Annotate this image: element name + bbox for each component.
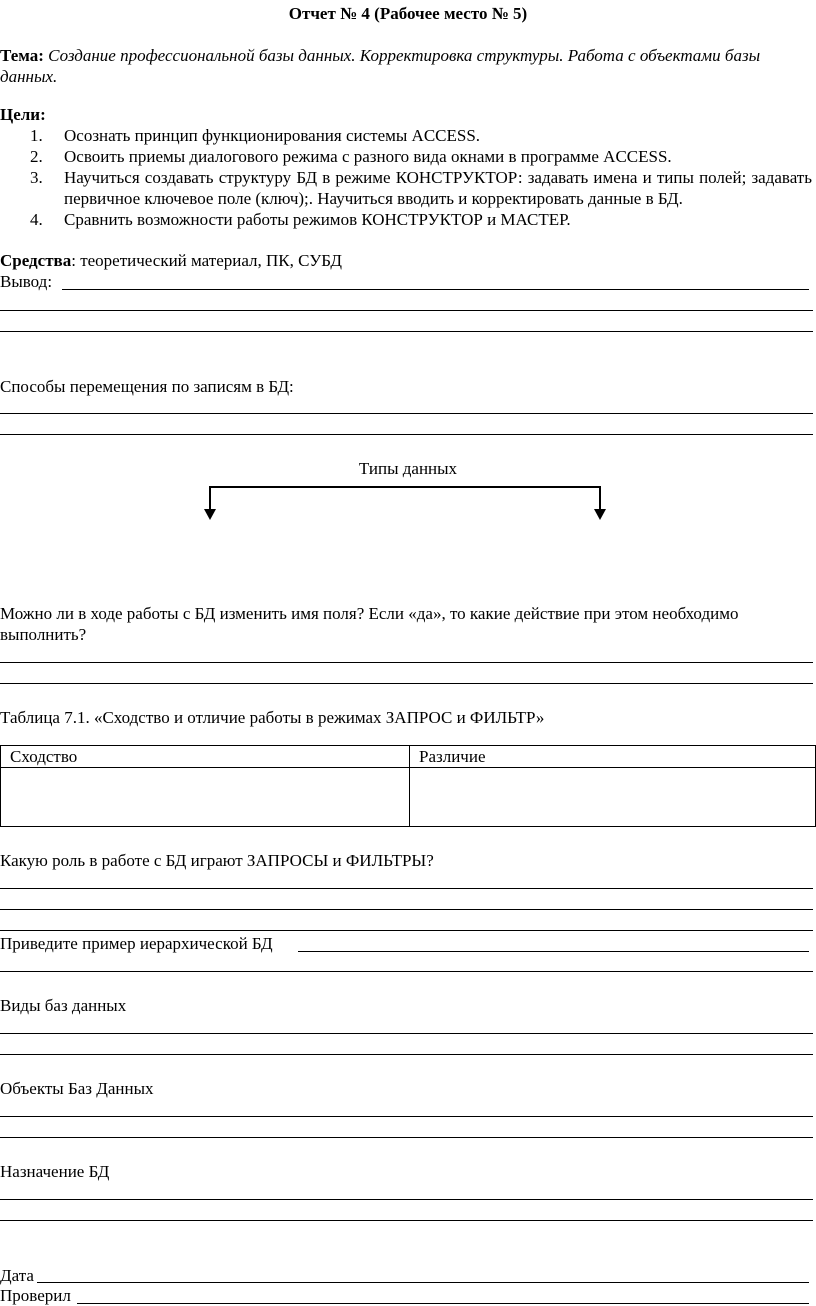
hierarchy-answer-line[interactable]	[298, 951, 809, 952]
goal-text: Осознать принцип функционирования системы ACCESS.	[64, 126, 481, 145]
table-row	[1, 768, 816, 827]
similarity-cell[interactable]	[1, 768, 410, 827]
branch-connector	[210, 487, 600, 510]
table-caption: Таблица 7.1. «Сходство и отличие работы в режимах ЗАПРОС и ФИЛЬТР»	[0, 708, 545, 727]
goal-item	[0, 146, 812, 167]
goal-number: 4.	[30, 210, 43, 229]
conclusion-answer-line[interactable]	[62, 289, 809, 290]
db-purpose-answer-line[interactable]	[0, 1199, 813, 1200]
db-kinds-answer-line[interactable]	[0, 1033, 813, 1034]
goal-text: Научиться создавать структуру БД в режиме КОНСТРУКТОР: задавать имена и типы полей; задавать первичное ключевое поле (ключ);. Научиться вводить и корректировать данные в БД.	[64, 168, 812, 208]
datatypes-label: Типы данных	[358, 459, 458, 478]
comparison-table	[0, 745, 816, 827]
topic-line-2	[0, 66, 57, 87]
db-kinds-answer-line[interactable]	[0, 1054, 813, 1055]
navigation-answer-line[interactable]	[0, 413, 813, 414]
topic-label: Тема:	[0, 46, 44, 65]
db-kinds-label: Виды баз данных	[0, 996, 127, 1015]
hierarchy-label: Приведите пример иерархической БД	[0, 934, 273, 953]
rename-question: Можно ли в ходе работы с БД изменить имя поля? Если «да», то какие действие при этом необходимо	[0, 604, 739, 623]
goal-item	[0, 125, 812, 146]
goal-item	[0, 167, 812, 209]
role-answer-line[interactable]	[0, 930, 813, 931]
goal-number: 2.	[30, 147, 43, 166]
topic-text: Создание профессиональной базы данных. Корректировка структуры. Работа с объектами базы	[48, 46, 761, 65]
role-question: Какую роль в работе с БД играют ЗАПРОСЫ и ФИЛЬТРЫ?	[0, 851, 434, 870]
tools-text: : теоретический материал, ПК, СУБД	[71, 251, 342, 270]
goal-number: 3.	[30, 168, 43, 187]
conclusion-answer-line[interactable]	[0, 331, 813, 332]
goal-item	[0, 209, 812, 230]
db-objects-label: Объекты Баз Данных	[0, 1079, 154, 1098]
topic-text-cont: данных.	[0, 67, 58, 86]
rename-question-cont: выполнить?	[0, 625, 87, 644]
report-title: Отчет № 4 (Рабочее место № 5)	[288, 4, 528, 23]
table-header-difference: Различие	[410, 746, 816, 768]
db-purpose-label: Назначение БД	[0, 1162, 110, 1181]
goals-label: Цели:	[0, 105, 46, 124]
table-header-row	[1, 746, 816, 768]
navigation-answer-line[interactable]	[0, 434, 813, 435]
checked-by-field-line[interactable]	[77, 1303, 809, 1304]
right-arrow-icon	[594, 509, 606, 520]
navigation-label: Способы перемещения по записям в БД:	[0, 377, 294, 396]
db-objects-answer-line[interactable]	[0, 1137, 813, 1138]
role-answer-line[interactable]	[0, 909, 813, 910]
role-answer-line[interactable]	[0, 888, 813, 889]
conclusion-label: Вывод:	[0, 272, 53, 291]
date-field-line[interactable]	[37, 1282, 809, 1283]
db-objects-answer-line[interactable]	[0, 1116, 813, 1117]
left-arrow-icon	[204, 509, 216, 520]
goal-number: 1.	[30, 126, 43, 145]
tools-line	[0, 250, 342, 271]
goal-text: Освоить приемы диалогового режима с разного вида окнами в программе ACCESS.	[64, 147, 672, 166]
db-purpose-answer-line[interactable]	[0, 1220, 813, 1221]
table-header-similarity: Сходство	[1, 746, 410, 768]
rename-answer-line[interactable]	[0, 662, 813, 663]
topic-line	[0, 45, 812, 66]
conclusion-answer-line[interactable]	[0, 310, 813, 311]
hierarchy-answer-line[interactable]	[0, 971, 813, 972]
goals-list	[0, 125, 812, 230]
rename-answer-line[interactable]	[0, 683, 813, 684]
goal-text: Сравнить возможности работы режимов КОНСТРУКТОР и МАСТЕР.	[64, 210, 571, 229]
date-label: Дата	[0, 1266, 34, 1285]
datatypes-branch-diagram	[0, 480, 816, 525]
checked-by-label: Проверил	[0, 1286, 71, 1305]
tools-label: Средства	[0, 251, 72, 270]
difference-cell[interactable]	[410, 768, 816, 827]
